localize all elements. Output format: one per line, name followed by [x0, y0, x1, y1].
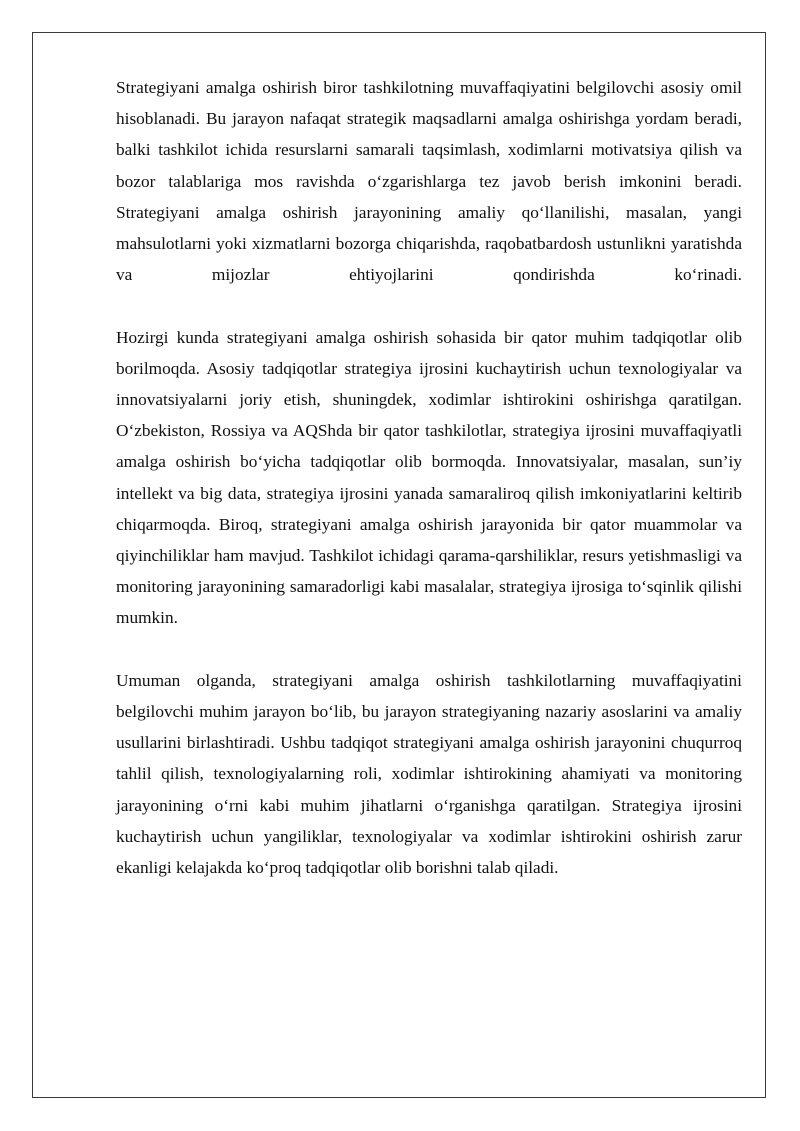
document-body	[116, 72, 742, 914]
paragraph-3: Umuman olganda, strategiyani amalga oshirish tashkilotlarning muvaffaqiyatini belgilovchi muhim jarayon bo‘lib, bu jarayon strategiyaning nazariy asoslarini va amaliy usullarini birlashtiradi. Ushbu tadqiqot strategiyani amalga oshirish jarayonini chuqurroq tahlil qilish, texnologiyalarning roli, xodimlar ishtirokining ahamiyati va monitoring jarayonining o‘rni kabi muhim jihatlarni o‘rganishga qaratilgan. Strategiya ijrosini kuchaytirish uchun yangiliklar, texnologiyalar va xodimlar ishtirokini oshirish zarur ekanligi kelajakda ko‘proq tadqiqotlar olib borishni talab qiladi.	[116, 670, 742, 878]
paragraph-1: Strategiyani amalga oshirish biror tashkilotning muvaffaqiyatini belgilovchi asosiy omil hisoblanadi. Bu jarayon nafaqat strategik maqsadlarni amalga oshirishga yordam beradi, balki tashkilot ichida resurslarni samarali taqsimlash, xodimlarni motivatsiya qilish va bozor talablariga mos ravishda o‘zgarishlarga tez javob berish imkonini beradi. Strategiyani amalga oshirish jarayonining amaliy qo‘llanilishi, masalan, yangi mahsulotlarni yoki xizmatlarni bozorga chiqarishda, raqobatbardosh ustunlikni yaratishda va mijozlar ehtiyojlarini qondirishda ko‘rinadi.	[116, 78, 742, 285]
paragraph-2: Hozirgi kunda strategiyani amalga oshirish sohasida bir qator muhim tadqiqotlar olib borilmoqda. Asosiy tadqiqotlar strategiya ijrosini kuchaytirish uchun texnologiyalar va innovatsiyalarni joriy etish, shuningdek, xodimlar ishtirokini oshirishga qaratilgan. O‘zbekiston, Rossiya va AQShda bir qator tashkilotlar, strategiya ijrosini muvaffaqiyatli amalga oshirish bo‘yicha tadqiqotlar olib bormoqda. Innovatsiyalar, masalan, sun’iy intellekt va big data, strategiya ijrosini yanada samaraliroq qilish imkoniyatlarini keltirib chiqarmoqda. Biroq, strategiyani amalga oshirish jarayonida bir qator muammolar va qiyinchiliklar ham mavjud. Tashkilot ichidagi qarama-qarshiliklar, resurs yetishmasligi va monitoring jarayonining samaradorligi kabi masalalar, strategiya ijrosiga to‘sqinlik qilishi mumkin.	[116, 327, 742, 628]
